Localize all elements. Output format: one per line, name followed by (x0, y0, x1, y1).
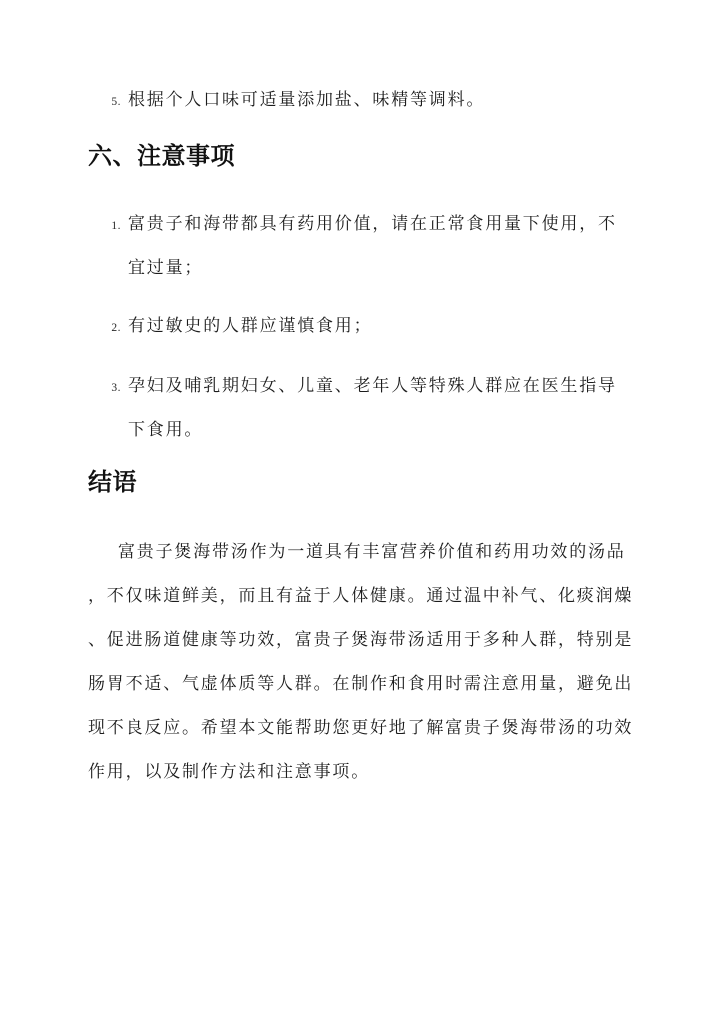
paragraph-line: 富贵子煲海带汤作为一道具有丰富营养价值和药用功效的汤品 (118, 542, 626, 561)
list-item (88, 202, 635, 290)
paragraph-line: 作用，以及制作方法和注意事项。 (88, 762, 370, 781)
list-item-number: 3. (111, 382, 121, 394)
list-item-5 (88, 78, 635, 124)
paragraph-line: ，不仅味道鲜美，而且有益于人体健康。通过温中补气、化痰润燥 (88, 586, 634, 605)
notes-list (88, 202, 635, 452)
list-item (88, 364, 635, 452)
paragraph-line: 现不良反应。希望本文能帮助您更好地了解富贵子煲海带汤的功效 (88, 718, 634, 737)
list-item (88, 304, 635, 350)
section-heading-conclusion: 结语 (88, 470, 137, 496)
list-item-text: 根据个人口味可适量添加盐、味精等调料。 (128, 90, 486, 109)
list-item-number: 2. (111, 322, 121, 334)
section-heading-notes: 六、注意事项 (88, 144, 235, 170)
list-item-text: 富贵子和海带都具有药用价值，请在正常食用量下使用，不宜过量； (128, 214, 617, 277)
paragraph-line: 、促进肠道健康等功效，富贵子煲海带汤适用于多种人群，特别是 (88, 630, 634, 649)
list-item-text: 有过敏史的人群应谨慎食用； (128, 316, 373, 335)
conclusion-paragraph (88, 530, 635, 794)
list-item-number: 5. (111, 96, 121, 108)
list-item-number: 1. (111, 220, 121, 232)
paragraph-line: 肠胃不适、气虚体质等人群。在制作和食用时需注意用量，避免出 (88, 674, 634, 693)
list-item-text: 孕妇及哺乳期妇女、儿童、老年人等特殊人群应在医生指导下食用。 (128, 376, 617, 439)
